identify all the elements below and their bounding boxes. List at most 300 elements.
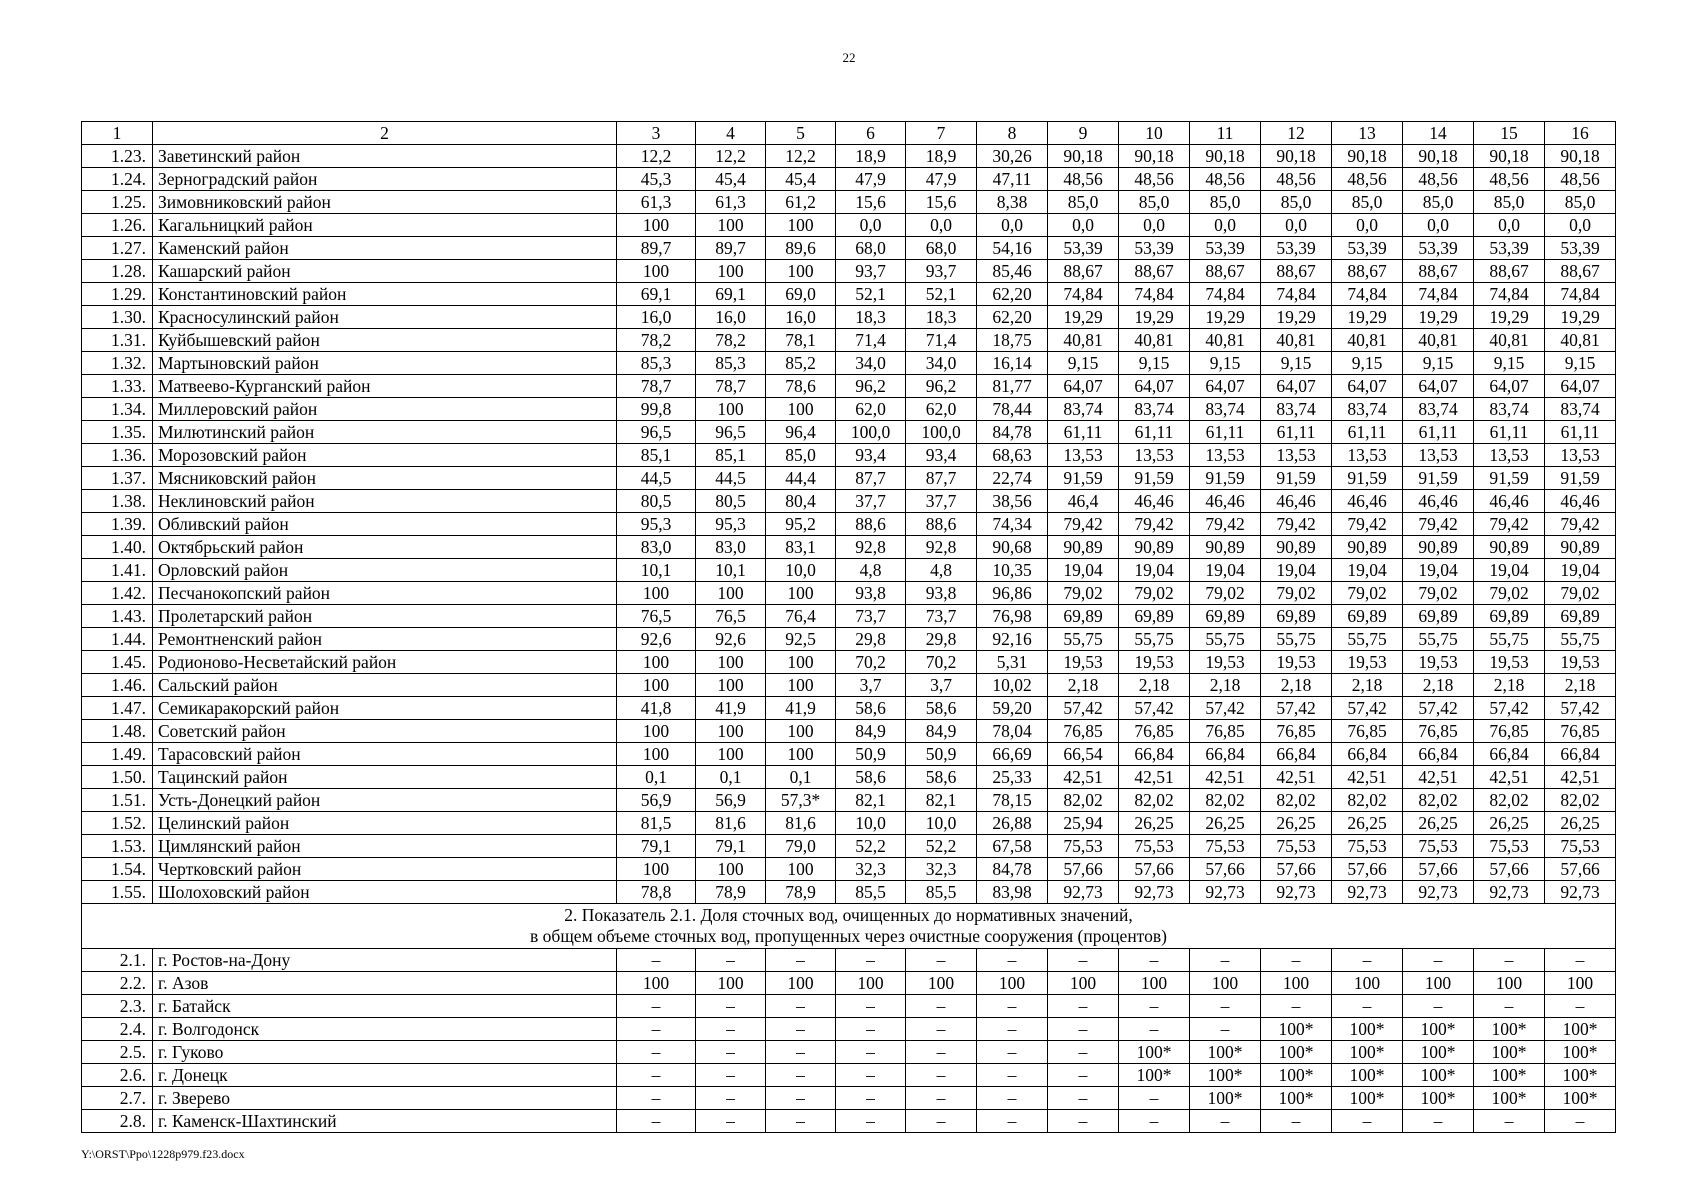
- row-number: 1.54.: [82, 858, 153, 881]
- cell-value: 75,53: [1119, 835, 1190, 858]
- cell-value: 19,04: [1403, 559, 1474, 582]
- cell-value: 25,94: [1048, 812, 1119, 835]
- row-number: 2.2.: [82, 972, 153, 995]
- cell-value: –: [1048, 949, 1119, 972]
- cell-value: 57,42: [1403, 697, 1474, 720]
- cell-value: 61,11: [1474, 421, 1545, 444]
- cell-value: 88,67: [1403, 260, 1474, 283]
- cell-value: 41,8: [617, 697, 696, 720]
- cell-value: 0,1: [696, 766, 766, 789]
- cell-value: 76,85: [1545, 720, 1616, 743]
- cell-value: 85,0: [766, 444, 836, 467]
- cell-value: 100*: [1261, 1018, 1332, 1041]
- cell-value: 100: [766, 743, 836, 766]
- cell-value: 79,42: [1261, 513, 1332, 536]
- row-name: Родионово-Несветайский район: [153, 651, 617, 674]
- cell-value: –: [766, 1041, 836, 1064]
- cell-value: 9,15: [1403, 352, 1474, 375]
- cell-value: 73,7: [836, 605, 906, 628]
- cell-value: –: [1119, 949, 1190, 972]
- cell-value: 100: [977, 972, 1048, 995]
- cell-value: –: [1332, 949, 1403, 972]
- row-number: 2.7.: [82, 1087, 153, 1110]
- cell-value: 57,66: [1190, 858, 1261, 881]
- cell-value: 100*: [1332, 1018, 1403, 1041]
- cell-value: 69,89: [1474, 605, 1545, 628]
- cell-value: 90,89: [1190, 536, 1261, 559]
- cell-value: 80,5: [696, 490, 766, 513]
- cell-value: 96,4: [766, 421, 836, 444]
- cell-value: 83,74: [1403, 398, 1474, 421]
- cell-value: 90,68: [977, 536, 1048, 559]
- cell-value: 52,2: [836, 835, 906, 858]
- cell-value: 76,85: [1332, 720, 1403, 743]
- cell-value: 85,46: [977, 260, 1048, 283]
- cell-value: 42,51: [1048, 766, 1119, 789]
- row-name: г. Батайск: [153, 995, 617, 1018]
- cell-value: 16,14: [977, 352, 1048, 375]
- cell-value: –: [1190, 995, 1261, 1018]
- file-path-footer: Y:\ORST\Ppo\1228p979.f23.docx: [81, 1147, 245, 1161]
- cell-value: 64,07: [1332, 375, 1403, 398]
- cell-value: 19,29: [1403, 306, 1474, 329]
- cell-value: 66,84: [1261, 743, 1332, 766]
- cell-value: 32,3: [836, 858, 906, 881]
- cell-value: 76,5: [696, 605, 766, 628]
- cell-value: –: [977, 1110, 1048, 1133]
- cell-value: 62,0: [906, 398, 977, 421]
- column-header: 4: [696, 122, 766, 145]
- cell-value: 100*: [1403, 1064, 1474, 1087]
- cell-value: 79,42: [1403, 513, 1474, 536]
- cell-value: 79,42: [1048, 513, 1119, 536]
- table-row: [82, 1110, 1616, 1133]
- cell-value: 42,51: [1332, 766, 1403, 789]
- cell-value: 88,67: [1261, 260, 1332, 283]
- cell-value: 82,1: [906, 789, 977, 812]
- cell-value: 82,02: [1545, 789, 1616, 812]
- cell-value: 100: [836, 972, 906, 995]
- cell-value: –: [836, 995, 906, 1018]
- table-row: [82, 214, 1616, 237]
- cell-value: 76,5: [617, 605, 696, 628]
- cell-value: 62,20: [977, 283, 1048, 306]
- cell-value: 13,53: [1190, 444, 1261, 467]
- cell-value: 76,4: [766, 605, 836, 628]
- cell-value: 2,18: [1474, 674, 1545, 697]
- cell-value: 79,02: [1190, 582, 1261, 605]
- cell-value: 9,15: [1261, 352, 1332, 375]
- cell-value: 78,7: [617, 375, 696, 398]
- row-number: 1.25.: [82, 191, 153, 214]
- column-header: 16: [1545, 122, 1616, 145]
- cell-value: 96,5: [617, 421, 696, 444]
- cell-value: –: [906, 1087, 977, 1110]
- cell-value: 100*: [1545, 1041, 1616, 1064]
- row-name: Советский район: [153, 720, 617, 743]
- cell-value: 90,18: [1403, 145, 1474, 168]
- cell-value: –: [617, 1041, 696, 1064]
- row-name: г. Гуково: [153, 1041, 617, 1064]
- cell-value: 2,18: [1545, 674, 1616, 697]
- cell-value: 75,53: [1403, 835, 1474, 858]
- cell-value: 58,6: [836, 766, 906, 789]
- cell-value: –: [836, 1087, 906, 1110]
- cell-value: 18,9: [836, 145, 906, 168]
- row-number: 1.32.: [82, 352, 153, 375]
- cell-value: 0,1: [766, 766, 836, 789]
- cell-value: 16,0: [696, 306, 766, 329]
- cell-value: 45,3: [617, 168, 696, 191]
- cell-value: 85,0: [1332, 191, 1403, 214]
- row-number: 1.40.: [82, 536, 153, 559]
- column-header: 6: [836, 122, 906, 145]
- row-number: 1.26.: [82, 214, 153, 237]
- cell-value: 13,53: [1545, 444, 1616, 467]
- section-heading-line-1: 2. Показатель 2.1. Доля сточных вод, очищенных до нормативных значений,: [564, 905, 1133, 925]
- cell-value: 57,42: [1545, 697, 1616, 720]
- cell-value: –: [766, 1110, 836, 1133]
- row-number: 1.51.: [82, 789, 153, 812]
- section-heading-row: [82, 904, 1616, 949]
- column-header: 10: [1119, 122, 1190, 145]
- cell-value: 100*: [1190, 1041, 1261, 1064]
- cell-value: 83,98: [977, 881, 1048, 904]
- cell-value: 100*: [1261, 1087, 1332, 1110]
- cell-value: 78,04: [977, 720, 1048, 743]
- table-row: [82, 237, 1616, 260]
- cell-value: 10,02: [977, 674, 1048, 697]
- cell-value: 47,11: [977, 168, 1048, 191]
- cell-value: 54,16: [977, 237, 1048, 260]
- row-number: 1.42.: [82, 582, 153, 605]
- cell-value: 74,84: [1261, 283, 1332, 306]
- row-name: Зимовниковский район: [153, 191, 617, 214]
- cell-value: 100: [696, 398, 766, 421]
- cell-value: 93,7: [836, 260, 906, 283]
- cell-value: 61,2: [766, 191, 836, 214]
- cell-value: 79,02: [1545, 582, 1616, 605]
- cell-value: 74,84: [1190, 283, 1261, 306]
- cell-value: 61,3: [617, 191, 696, 214]
- cell-value: 2,18: [1048, 674, 1119, 697]
- cell-value: 46,46: [1474, 490, 1545, 513]
- cell-value: 26,88: [977, 812, 1048, 835]
- cell-value: 100: [617, 651, 696, 674]
- cell-value: 100: [766, 214, 836, 237]
- cell-value: 82,02: [1332, 789, 1403, 812]
- table-row: [82, 789, 1616, 812]
- cell-value: 79,02: [1048, 582, 1119, 605]
- cell-value: 3,7: [836, 674, 906, 697]
- cell-value: 100: [1048, 972, 1119, 995]
- cell-value: 90,18: [1545, 145, 1616, 168]
- row-name: Каменский район: [153, 237, 617, 260]
- cell-value: 83,74: [1332, 398, 1403, 421]
- cell-value: 61,11: [1545, 421, 1616, 444]
- cell-value: 100*: [1261, 1041, 1332, 1064]
- row-number: 1.55.: [82, 881, 153, 904]
- cell-value: 57,42: [1119, 697, 1190, 720]
- cell-value: 100*: [1545, 1087, 1616, 1110]
- cell-value: 78,6: [766, 375, 836, 398]
- cell-value: 100: [696, 674, 766, 697]
- cell-value: 100*: [1474, 1064, 1545, 1087]
- cell-value: 79,42: [1545, 513, 1616, 536]
- cell-value: 42,51: [1261, 766, 1332, 789]
- table-row: [82, 766, 1616, 789]
- cell-value: 84,9: [906, 720, 977, 743]
- cell-value: 56,9: [617, 789, 696, 812]
- cell-value: 57,66: [1545, 858, 1616, 881]
- cell-value: –: [906, 995, 977, 1018]
- cell-value: 57,66: [1119, 858, 1190, 881]
- row-name: Чертковский район: [153, 858, 617, 881]
- cell-value: 52,2: [906, 835, 977, 858]
- cell-value: 100: [617, 260, 696, 283]
- cell-value: 37,7: [836, 490, 906, 513]
- cell-value: 85,2: [766, 352, 836, 375]
- cell-value: 13,53: [1119, 444, 1190, 467]
- row-name: г. Азов: [153, 972, 617, 995]
- cell-value: 100: [766, 398, 836, 421]
- cell-value: 92,73: [1332, 881, 1403, 904]
- cell-value: 19,53: [1474, 651, 1545, 674]
- cell-value: –: [977, 1064, 1048, 1087]
- row-name: Кашарский район: [153, 260, 617, 283]
- cell-value: 19,29: [1190, 306, 1261, 329]
- row-name: Октябрьский район: [153, 536, 617, 559]
- cell-value: 25,33: [977, 766, 1048, 789]
- cell-value: 69,89: [1332, 605, 1403, 628]
- cell-value: 82,02: [1190, 789, 1261, 812]
- cell-value: 9,15: [1190, 352, 1261, 375]
- cell-value: 75,53: [1048, 835, 1119, 858]
- table-row: [82, 168, 1616, 191]
- table-row: [82, 812, 1616, 835]
- cell-value: 56,9: [696, 789, 766, 812]
- cell-value: –: [906, 1110, 977, 1133]
- cell-value: 0,0: [1474, 214, 1545, 237]
- cell-value: 3,7: [906, 674, 977, 697]
- row-number: 1.24.: [82, 168, 153, 191]
- cell-value: 75,53: [1474, 835, 1545, 858]
- cell-value: 100: [1119, 972, 1190, 995]
- cell-value: 75,53: [1545, 835, 1616, 858]
- row-name: г. Волгодонск: [153, 1018, 617, 1041]
- cell-value: 42,51: [1403, 766, 1474, 789]
- row-name: Шолоховский район: [153, 881, 617, 904]
- row-name: Константиновский район: [153, 283, 617, 306]
- cell-value: 69,89: [1403, 605, 1474, 628]
- row-number: 1.34.: [82, 398, 153, 421]
- cell-value: 66,84: [1332, 743, 1403, 766]
- cell-value: 87,7: [836, 467, 906, 490]
- row-name: Зерноградский район: [153, 168, 617, 191]
- cell-value: 12,2: [696, 145, 766, 168]
- cell-value: 57,66: [1332, 858, 1403, 881]
- cell-value: 0,0: [1048, 214, 1119, 237]
- cell-value: –: [906, 949, 977, 972]
- cell-value: 19,04: [1474, 559, 1545, 582]
- table-row: [82, 490, 1616, 513]
- cell-value: 64,07: [1261, 375, 1332, 398]
- cell-value: 100: [696, 214, 766, 237]
- cell-value: 16,0: [617, 306, 696, 329]
- cell-value: 95,3: [617, 513, 696, 536]
- cell-value: 85,0: [1545, 191, 1616, 214]
- cell-value: 100: [617, 972, 696, 995]
- cell-value: 57,42: [1048, 697, 1119, 720]
- cell-value: 19,29: [1545, 306, 1616, 329]
- cell-value: 30,26: [977, 145, 1048, 168]
- cell-value: 79,02: [1403, 582, 1474, 605]
- cell-value: 85,0: [1190, 191, 1261, 214]
- cell-value: 0,0: [1261, 214, 1332, 237]
- cell-value: 84,78: [977, 858, 1048, 881]
- cell-value: 83,0: [696, 536, 766, 559]
- cell-value: 53,39: [1261, 237, 1332, 260]
- row-number: 1.49.: [82, 743, 153, 766]
- cell-value: 10,0: [836, 812, 906, 835]
- cell-value: 57,66: [1048, 858, 1119, 881]
- cell-value: 19,53: [1190, 651, 1261, 674]
- cell-value: 42,51: [1190, 766, 1261, 789]
- cell-value: –: [1119, 1110, 1190, 1133]
- cell-value: 100: [617, 858, 696, 881]
- cell-value: 18,3: [906, 306, 977, 329]
- cell-value: 85,5: [836, 881, 906, 904]
- cell-value: 2,18: [1261, 674, 1332, 697]
- cell-value: 76,85: [1048, 720, 1119, 743]
- cell-value: 78,2: [617, 329, 696, 352]
- cell-value: 69,89: [1190, 605, 1261, 628]
- cell-value: –: [1048, 1087, 1119, 1110]
- cell-value: 61,11: [1190, 421, 1261, 444]
- cell-value: –: [1545, 1110, 1616, 1133]
- cell-value: –: [766, 1087, 836, 1110]
- cell-value: 92,8: [836, 536, 906, 559]
- cell-value: 8,38: [977, 191, 1048, 214]
- row-name: Матвеево-Курганский район: [153, 375, 617, 398]
- cell-value: –: [1048, 995, 1119, 1018]
- cell-value: 91,59: [1048, 467, 1119, 490]
- cell-value: 79,02: [1332, 582, 1403, 605]
- row-name: г. Каменск-Шахтинский: [153, 1110, 617, 1133]
- cell-value: 78,7: [696, 375, 766, 398]
- cell-value: 74,84: [1403, 283, 1474, 306]
- cell-value: 92,73: [1545, 881, 1616, 904]
- cell-value: 2,18: [1119, 674, 1190, 697]
- cell-value: 40,81: [1332, 329, 1403, 352]
- cell-value: 29,8: [906, 628, 977, 651]
- row-number: 1.38.: [82, 490, 153, 513]
- cell-value: 100: [766, 674, 836, 697]
- cell-value: 83,74: [1545, 398, 1616, 421]
- cell-value: 19,04: [1190, 559, 1261, 582]
- cell-value: 55,75: [1119, 628, 1190, 651]
- cell-value: 18,9: [906, 145, 977, 168]
- cell-value: 100: [1261, 972, 1332, 995]
- cell-value: –: [1261, 949, 1332, 972]
- cell-value: 73,7: [906, 605, 977, 628]
- cell-value: 9,15: [1474, 352, 1545, 375]
- cell-value: 64,07: [1190, 375, 1261, 398]
- cell-value: 100: [1190, 972, 1261, 995]
- row-number: 1.45.: [82, 651, 153, 674]
- cell-value: 78,9: [766, 881, 836, 904]
- cell-value: 0,0: [1332, 214, 1403, 237]
- cell-value: 83,74: [1048, 398, 1119, 421]
- row-number: 1.43.: [82, 605, 153, 628]
- cell-value: 93,4: [906, 444, 977, 467]
- cell-value: 87,7: [906, 467, 977, 490]
- cell-value: 19,53: [1048, 651, 1119, 674]
- cell-value: 2,18: [1332, 674, 1403, 697]
- row-number: 1.37.: [82, 467, 153, 490]
- cell-value: 100: [696, 582, 766, 605]
- row-number: 1.35.: [82, 421, 153, 444]
- table-row: [82, 513, 1616, 536]
- cell-value: 19,04: [1048, 559, 1119, 582]
- cell-value: 46,46: [1190, 490, 1261, 513]
- cell-value: 85,5: [906, 881, 977, 904]
- cell-value: 91,59: [1474, 467, 1545, 490]
- cell-value: 9,15: [1048, 352, 1119, 375]
- cell-value: 26,25: [1403, 812, 1474, 835]
- cell-value: 100*: [1474, 1041, 1545, 1064]
- cell-value: 53,39: [1048, 237, 1119, 260]
- cell-value: 83,74: [1261, 398, 1332, 421]
- cell-value: 66,69: [977, 743, 1048, 766]
- row-name: Ремонтненский район: [153, 628, 617, 651]
- cell-value: 100,0: [836, 421, 906, 444]
- cell-value: 80,4: [766, 490, 836, 513]
- cell-value: 66,84: [1119, 743, 1190, 766]
- cell-value: 95,2: [766, 513, 836, 536]
- cell-value: –: [836, 1018, 906, 1041]
- cell-value: 100*: [1403, 1087, 1474, 1110]
- cell-value: 82,02: [1403, 789, 1474, 812]
- cell-value: 100: [1403, 972, 1474, 995]
- cell-value: 100: [617, 214, 696, 237]
- cell-value: 19,53: [1261, 651, 1332, 674]
- cell-value: –: [1474, 949, 1545, 972]
- cell-value: 90,18: [1474, 145, 1545, 168]
- row-number: 1.27.: [82, 237, 153, 260]
- cell-value: 62,20: [977, 306, 1048, 329]
- cell-value: 100: [696, 972, 766, 995]
- cell-value: 53,39: [1474, 237, 1545, 260]
- cell-value: 85,0: [1403, 191, 1474, 214]
- cell-value: 100*: [1545, 1018, 1616, 1041]
- cell-value: 48,56: [1261, 168, 1332, 191]
- row-name: Цимлянский район: [153, 835, 617, 858]
- cell-value: –: [1403, 1110, 1474, 1133]
- cell-value: 26,25: [1332, 812, 1403, 835]
- cell-value: 16,0: [766, 306, 836, 329]
- cell-value: 42,51: [1545, 766, 1616, 789]
- cell-value: 96,86: [977, 582, 1048, 605]
- cell-value: 12,2: [766, 145, 836, 168]
- table-row: [82, 674, 1616, 697]
- cell-value: 88,67: [1545, 260, 1616, 283]
- column-header: 7: [906, 122, 977, 145]
- cell-value: 55,75: [1332, 628, 1403, 651]
- cell-value: 74,84: [1119, 283, 1190, 306]
- cell-value: –: [977, 995, 1048, 1018]
- cell-value: 79,1: [617, 835, 696, 858]
